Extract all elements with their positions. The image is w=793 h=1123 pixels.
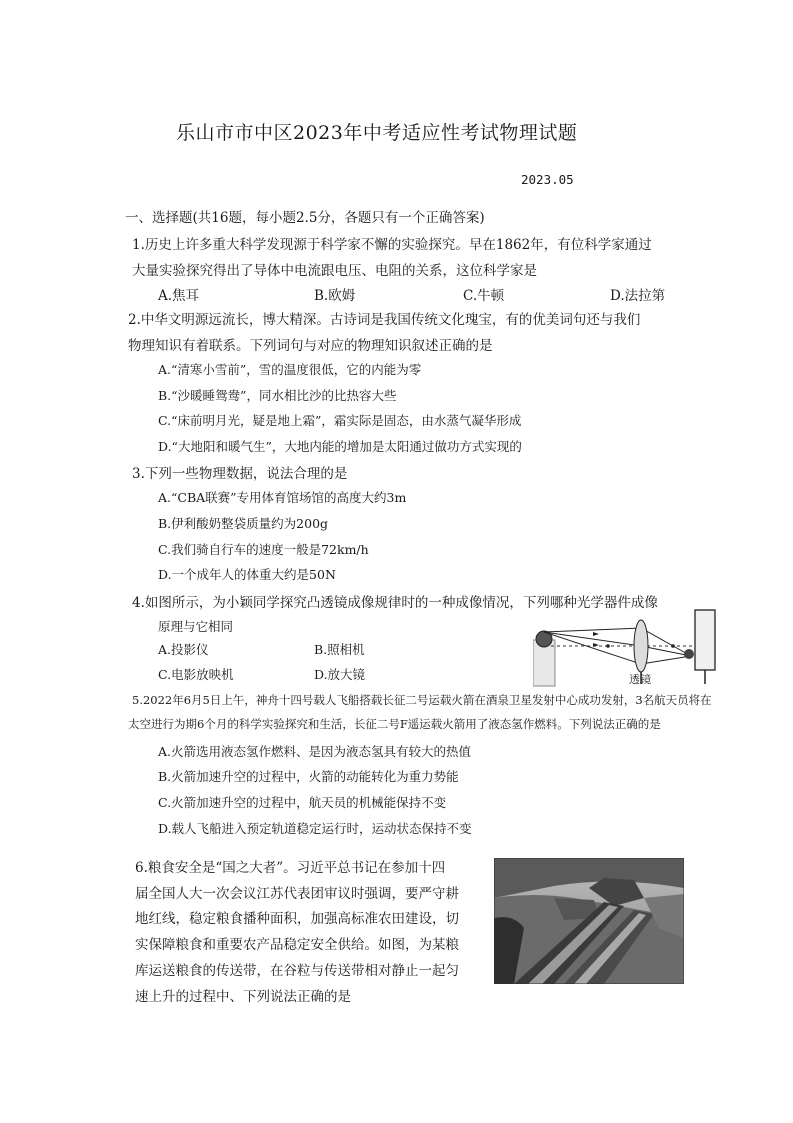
question-1-option-b: B.欧姆 — [314, 288, 356, 304]
question-6-line-6: 速上升的过程中、下列说法正确的是 — [135, 989, 351, 1005]
question-2-option-b: B.“沙暖睡鸳鸯”，同水相比沙的比热容大些 — [158, 388, 397, 403]
question-5-option-d: D.载人飞船进入预定轨道稳定运行时，运动状态保持不变 — [158, 821, 472, 836]
question-6-line-5: 库运送粮食的传送带，在谷粒与传送带相对静止一起匀 — [135, 963, 459, 979]
question-6-line-2: 届全国人大一次会议江苏代表团审议时强调，要严守耕 — [135, 886, 459, 902]
question-6-line-3: 地红线，稳定粮食播种面积，加强高标准农田建设，切 — [135, 911, 459, 927]
question-4-option-d: D.放大镜 — [314, 667, 366, 682]
question-4-option-a: A.投影仪 — [158, 642, 209, 657]
question-5-line-1: 5.2022年6月5日上午，神舟十四号载人飞船搭载长征二号运载火箭在酒泉卫星发射中心成功发射，3名航天员将在 — [132, 693, 712, 707]
question-4-line-1: 4.如图所示，为小颖同学探究凸透镜成像规律时的一种成像情况，下列哪种光学器件成像 — [132, 595, 658, 611]
question-3-option-a: A.“CBA联赛”专用体育馆场馆的高度大约3m — [158, 490, 407, 505]
focal-point-2 — [671, 644, 675, 648]
lens — [634, 620, 648, 672]
question-5-option-a: A.火箭选用液态氢作燃料、是因为液态氢具有较大的热值 — [158, 744, 472, 759]
question-1-line-1: 1.历史上许多重大科学发现源于科学家不懈的实验探究。早在1862年，有位科学家通过 — [132, 237, 652, 253]
image-on-screen — [684, 649, 694, 659]
focal-point — [606, 644, 610, 648]
light-ray-2b — [641, 646, 691, 656]
question-4-option-b: B.照相机 — [314, 642, 365, 657]
question-4-option-c: C.电影放映机 — [158, 667, 234, 682]
light-ray-1 — [544, 628, 641, 632]
question-3-option-b: B.伊利酸奶整袋质量约为200g — [158, 516, 329, 531]
question-2-option-c: C.“床前明月光，疑是地上霜”，霜实际是固态，由水蒸气凝华形成 — [158, 413, 522, 428]
page-title: 乐山市市中区2023年中考适应性考试物理试题 — [176, 122, 578, 144]
question-3-option-d: D.一个成年人的体重大约是50N — [158, 567, 336, 582]
question-3-option-c: C.我们骑自行车的速度一般是72km/h — [158, 542, 369, 557]
question-2-option-d: D.“大地阳和暖气生”，大地内能的增加是太阳通过做功方式实现的 — [158, 439, 522, 454]
question-2-line-2: 物理知识有着联系。下列词句与对应的物理知识叙述正确的是 — [128, 338, 493, 354]
conveyor-belt-photo — [494, 858, 684, 984]
question-5-line-2: 太空进行为期6个月的科学实验探究和生活，长征二号F遥运载火箭用了液态氢作燃料。下列说法正确的是 — [128, 717, 661, 731]
light-ray-1b — [641, 628, 691, 656]
question-1-line-2: 大量实验探究得出了导体中电流跟电压、电阻的关系，这位科学家是 — [132, 263, 537, 279]
light-ray-3 — [544, 632, 641, 664]
question-1-option-d: D.法拉第 — [610, 288, 666, 304]
question-6-line-1: 6.粮食安全是“国之大者”。习近平总书记在参加十四 — [135, 860, 446, 876]
light-ray-2 — [544, 632, 641, 646]
section-heading: 一、选择题(共16题，每小题2.5分，各题只有一个正确答案) — [125, 210, 485, 226]
question-3-line-1: 3.下列一些物理数据，说法合理的是 — [132, 466, 348, 482]
question-6-line-4: 实保障粮食和重要农产品稳定安全供给。如图，为某粮 — [135, 937, 459, 953]
screen — [695, 610, 715, 670]
question-1-option-c: C.牛顿 — [463, 288, 505, 304]
exam-date: 2023.05 — [521, 172, 574, 187]
question-5-option-b: B.火箭加速升空的过程中，火箭的动能转化为重力势能 — [158, 769, 459, 784]
lens-label: 透镜 — [629, 673, 651, 686]
question-2-line-1: 2.中华文明源远流长，博大精深。古诗词是我国传统文化瑰宝，有的优美词句还与我们 — [128, 312, 641, 328]
question-4-line-2: 原理与它相同 — [158, 619, 234, 634]
light-ray-3b — [641, 656, 691, 664]
question-1-option-a: A.焦耳 — [158, 288, 200, 304]
question-5-option-c: C.火箭加速升空的过程中，航天员的机械能保持不变 — [158, 795, 447, 810]
ray-arrow — [593, 632, 599, 636]
question-2-option-a: A.“清寒小雪前”，雪的温度很低，它的内能为零 — [158, 362, 422, 377]
convex-lens-diagram — [533, 606, 723, 688]
